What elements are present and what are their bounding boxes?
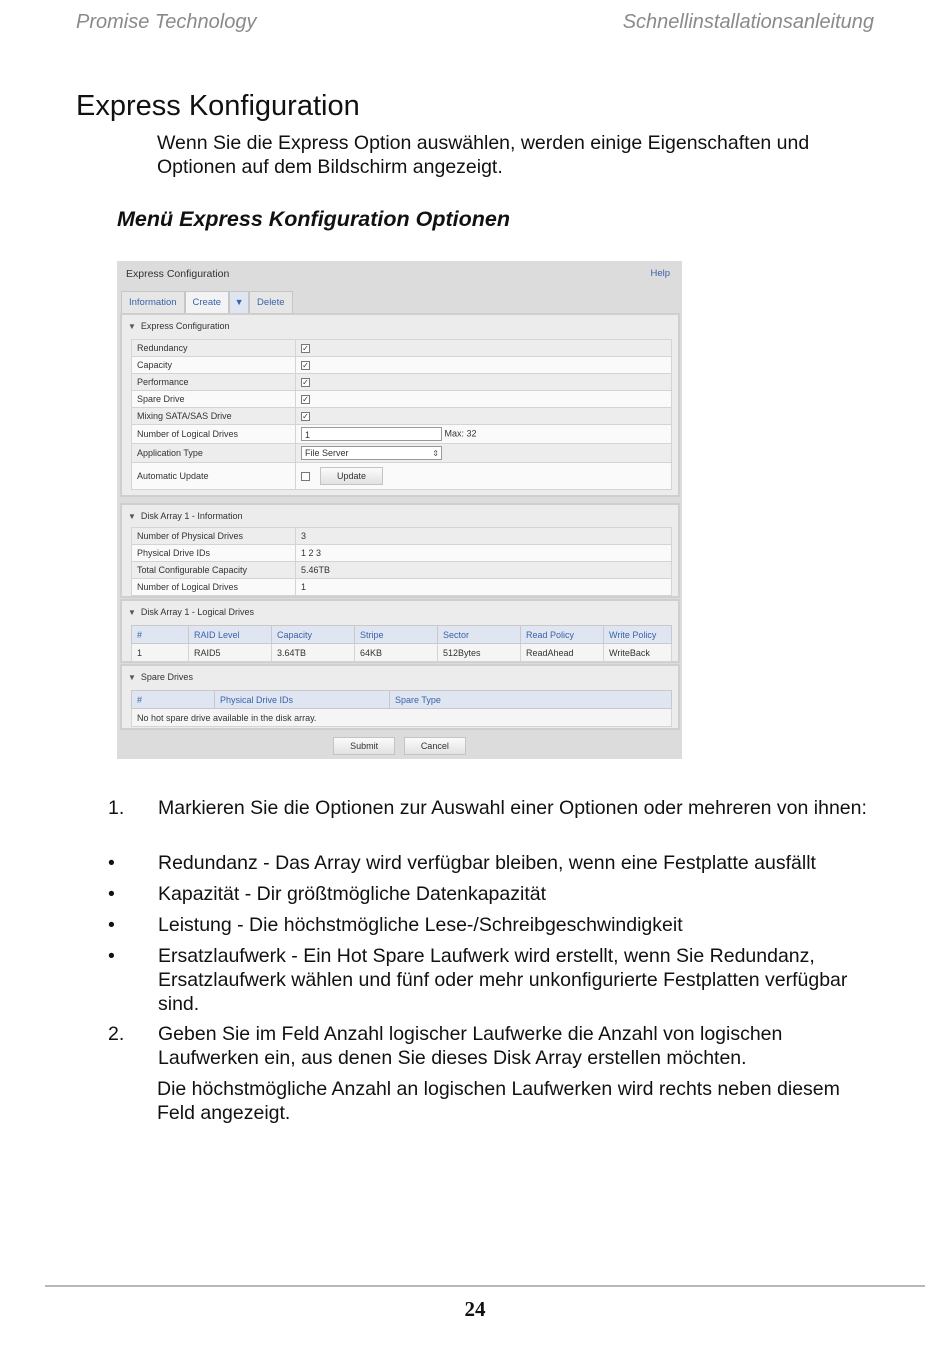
column-header: #: [132, 626, 189, 644]
submit-button[interactable]: Submit: [333, 737, 395, 755]
collapse-triangle-icon[interactable]: ▼: [128, 322, 136, 331]
option-label: Capacity: [132, 357, 296, 374]
option-label: Number of Logical Drives: [132, 425, 296, 444]
logical-drives-panel: [120, 599, 680, 663]
tab-create[interactable]: Create: [185, 291, 230, 313]
bullet-marker: •: [108, 914, 115, 936]
table-cell: 512Bytes: [438, 644, 521, 662]
express-config-screenshot: [117, 261, 682, 759]
spare-drives-table: [131, 690, 672, 727]
list-text: Ersatzlaufwerk - Ein Hot Spare Laufwerk wird erstellt, wenn Sie Redundanz, Ersatzlaufwerk wählen und fünf oder mehr unkonfigurierte Festplatten verfügbar sind.: [158, 945, 848, 1015]
form-buttons: [117, 737, 682, 755]
column-header: Stripe: [355, 626, 438, 644]
table-cell: 64KB: [355, 644, 438, 662]
cancel-button[interactable]: Cancel: [404, 737, 466, 755]
figure-subtitle: Menü Express Konfiguration Optionen: [117, 207, 510, 231]
intro-paragraph: Wenn Sie die Express Option auswählen, werden einige Eigenschaften und Optionen auf dem Bildschirm angezeigt.: [157, 132, 810, 178]
option-row: [132, 374, 672, 391]
table-header-row: [132, 626, 672, 644]
running-header-right: Schnellinstallationsanleitung: [622, 11, 874, 33]
tab-delete[interactable]: Delete: [249, 291, 292, 313]
logical-drives-input[interactable]: 1: [301, 427, 442, 441]
list-text: Geben Sie im Feld Anzahl logischer Laufwerke die Anzahl von logischen Laufwerken ein, aus denen Sie dieses Disk Array erstellen möchten.: [158, 1023, 783, 1069]
list-text: Leistung - Die höchstmögliche Lese-/Schreibgeschwindigkeit: [158, 914, 683, 936]
collapse-triangle-icon[interactable]: ▼: [128, 608, 136, 617]
help-link[interactable]: Help: [650, 268, 670, 279]
bullet-marker: •: [108, 883, 115, 905]
update-button[interactable]: Update: [320, 467, 383, 485]
info-row: [132, 579, 672, 596]
column-header: Read Policy: [521, 626, 604, 644]
list-text: Markieren Sie die Optionen zur Auswahl einer Optionen oder mehreren von ihnen:: [158, 797, 867, 819]
spare-drives-panel: [120, 664, 680, 730]
option-label: Redundancy: [132, 340, 296, 357]
mixing-sata-sas-checkbox[interactable]: ✓: [302, 412, 309, 422]
option-row: [132, 463, 672, 490]
screenshot-title-bar: [117, 261, 682, 287]
info-value: 1 2 3: [296, 545, 672, 562]
column-header: Capacity: [272, 626, 355, 644]
bullet-marker: •: [108, 945, 115, 967]
tab-information[interactable]: Information: [121, 291, 185, 313]
column-header: Spare Type: [390, 691, 672, 709]
running-header-left: Promise Technology: [76, 11, 257, 33]
performance-checkbox[interactable]: ✓: [302, 378, 309, 388]
panel-header: Spare Drives: [140, 672, 193, 682]
list-marker: 1.: [108, 797, 125, 819]
list-item: [108, 882, 878, 906]
panel-header: Express Configuration: [140, 321, 230, 331]
column-header: #: [132, 691, 215, 709]
column-header: Sector: [438, 626, 521, 644]
column-header: Write Policy: [604, 626, 672, 644]
table-row: [132, 709, 672, 727]
disk-array-info-panel: [120, 503, 680, 598]
info-row: [132, 545, 672, 562]
table-header-row: [132, 691, 672, 709]
option-label: Mixing SATA/SAS Drive: [132, 408, 296, 425]
express-options-table: [131, 339, 672, 490]
tab-bar: [121, 291, 293, 313]
bullet-marker: •: [108, 852, 115, 874]
table-cell: ReadAhead: [521, 644, 604, 662]
info-label: Number of Logical Drives: [132, 579, 296, 596]
list-item: [108, 944, 878, 1016]
info-value: 3: [296, 528, 672, 545]
footer-divider: [45, 1285, 925, 1287]
section-title: Express Konfiguration: [76, 90, 360, 122]
option-row: [132, 391, 672, 408]
note-paragraph: Die höchstmögliche Anzahl an logischen Laufwerken wird rechts neben diesem Feld angezeigt.: [157, 1078, 840, 1124]
select-arrows-icon: ⇕: [432, 449, 439, 458]
application-type-value: File Server: [305, 448, 349, 458]
option-row: [132, 444, 672, 463]
list-text: Redundanz - Das Array wird verfügbar bleiben, wenn eine Festplatte ausfällt: [158, 852, 816, 874]
table-cell: WriteBack: [604, 644, 672, 662]
collapse-triangle-icon[interactable]: ▼: [128, 512, 136, 521]
info-label: Number of Physical Drives: [132, 528, 296, 545]
screenshot-title: Express Configuration: [126, 268, 230, 280]
application-type-select[interactable]: [301, 446, 442, 460]
logical-drives-table: [131, 625, 672, 662]
max-logical-drives: Max: 32: [444, 428, 477, 439]
option-row: [132, 425, 672, 444]
column-header: RAID Level: [189, 626, 272, 644]
empty-message: No hot spare drive available in the disk array.: [132, 709, 672, 727]
option-label: Automatic Update: [132, 463, 296, 490]
collapse-triangle-icon[interactable]: ▼: [128, 673, 136, 682]
info-label: Physical Drive IDs: [132, 545, 296, 562]
table-cell: RAID5: [189, 644, 272, 662]
disk-array-info-table: [131, 527, 672, 596]
option-label: Application Type: [132, 444, 296, 463]
list-item: [108, 1022, 878, 1070]
option-label: Spare Drive: [132, 391, 296, 408]
option-row: [132, 340, 672, 357]
chevron-down-icon[interactable]: ▼: [229, 291, 249, 313]
redundancy-checkbox[interactable]: ✓: [302, 344, 309, 354]
panel-header: Disk Array 1 - Information: [140, 511, 243, 521]
spare-drive-checkbox[interactable]: ✓: [302, 395, 309, 405]
list-item: [108, 796, 878, 844]
info-row: [132, 562, 672, 579]
column-header: Physical Drive IDs: [215, 691, 390, 709]
info-value: 1: [296, 579, 672, 596]
list-item: [108, 851, 878, 875]
list-marker: 2.: [108, 1023, 125, 1045]
auto-update-checkbox[interactable]: [301, 472, 310, 481]
express-config-panel: [120, 313, 680, 497]
info-row: [132, 528, 672, 545]
page-number: 24: [464, 1297, 486, 1321]
list-text: Kapazität - Dir größtmögliche Datenkapazität: [158, 883, 547, 905]
option-label: Performance: [132, 374, 296, 391]
table-cell: 3.64TB: [272, 644, 355, 662]
panel-header: Disk Array 1 - Logical Drives: [140, 607, 254, 617]
info-label: Total Configurable Capacity: [132, 562, 296, 579]
list-item: [108, 913, 878, 937]
option-row: [132, 408, 672, 425]
table-cell: 1: [132, 644, 189, 662]
table-row[interactable]: [132, 644, 672, 662]
option-row: [132, 357, 672, 374]
info-value: 5.46TB: [296, 562, 672, 579]
capacity-checkbox[interactable]: ✓: [302, 361, 309, 371]
